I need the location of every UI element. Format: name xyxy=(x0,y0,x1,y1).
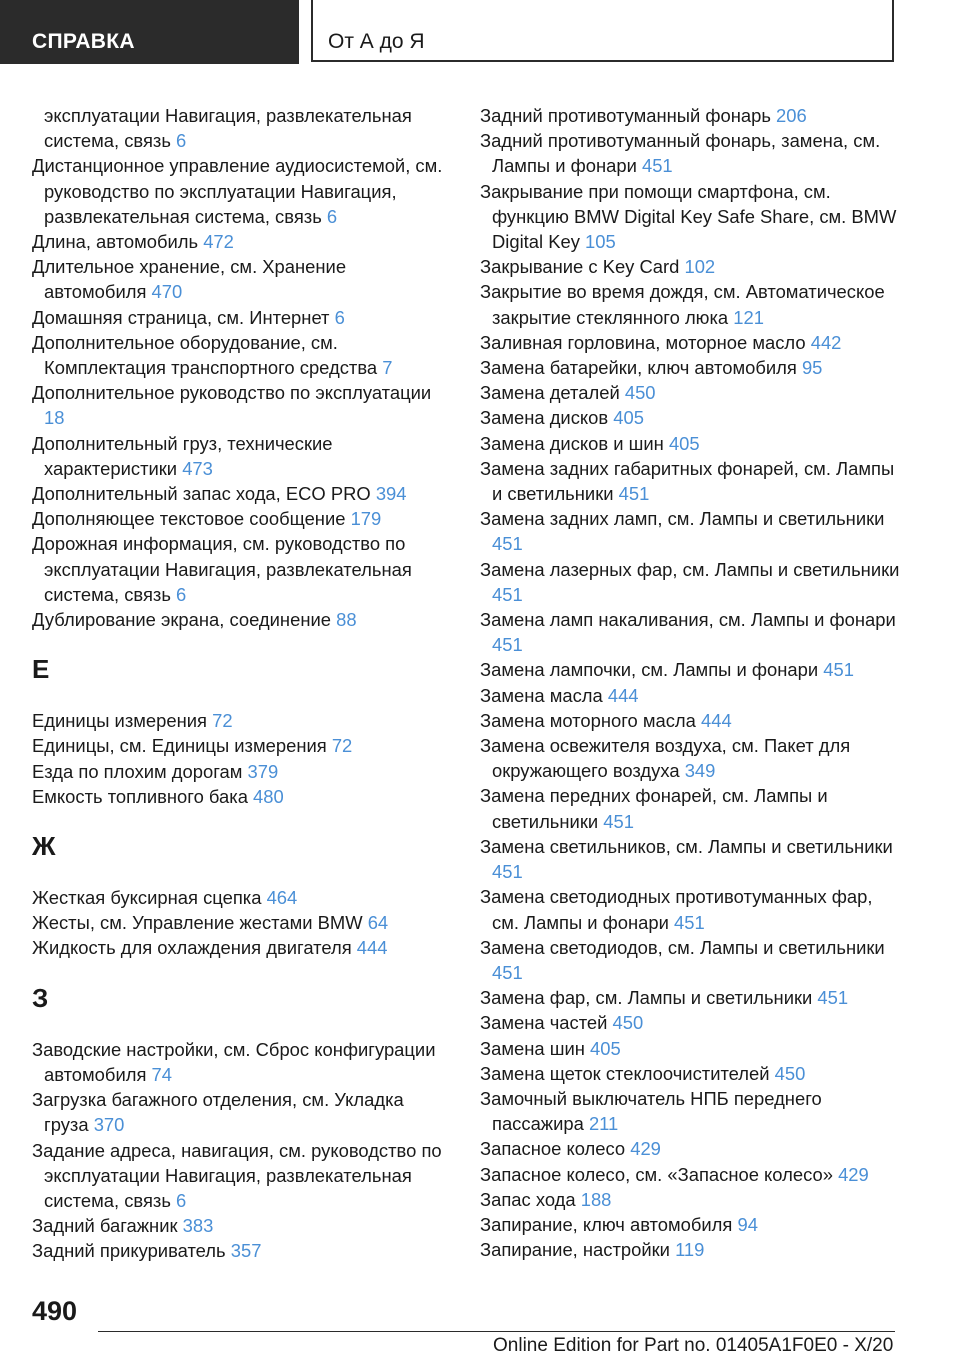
index-entry xyxy=(480,708,900,733)
page-reference-link[interactable]: 72 xyxy=(331,735,353,757)
index-entry xyxy=(32,759,452,784)
index-entry-text: Замена светодиодов, см. Лампы и светильники xyxy=(480,936,885,958)
page-reference-link[interactable]: 451 xyxy=(492,634,523,656)
page-reference-link[interactable]: 473 xyxy=(182,457,213,479)
page-reference-link[interactable]: 102 xyxy=(684,256,716,278)
page-reference-link[interactable]: 464 xyxy=(266,887,298,909)
index-entry-text: Замена задних ламп, см. Лампы и светильники xyxy=(480,508,885,530)
index-entry xyxy=(32,229,452,254)
index-entry-text: Замена моторного масла xyxy=(480,709,702,731)
page-reference-link[interactable]: 206 xyxy=(776,105,807,126)
index-entry xyxy=(480,1086,900,1136)
page-reference-link[interactable]: 405 xyxy=(590,1037,621,1059)
index-entry xyxy=(32,431,452,481)
index-entry-text: Запас хода xyxy=(480,1188,581,1210)
index-entry-text: Замена светильников, см. Лампы и светильники xyxy=(480,835,893,857)
index-entry-text: Закрывание при помощи смартфона, см. функцию BMW Digital Key Safe Share, см. BMW Digital Key xyxy=(480,180,897,253)
page-reference-link[interactable]: 357 xyxy=(230,1240,262,1262)
page-reference-link[interactable]: 444 xyxy=(607,684,639,706)
index-entry-text: Замена светодиодных противотуманных фар, см. Лампы и фонари xyxy=(480,886,873,933)
index-entry-text: Задний противотуманный фонарь xyxy=(480,105,777,126)
index-entry xyxy=(32,481,452,506)
index-entry xyxy=(480,1136,900,1161)
index-entry xyxy=(480,1010,900,1035)
index-entry-text: Замена фар, см. Лампы и светильники xyxy=(480,987,818,1009)
index-entry xyxy=(480,1036,900,1061)
index-entry-text: Замена дисков xyxy=(480,407,614,429)
page-reference-link[interactable]: 405 xyxy=(668,432,700,454)
index-entry xyxy=(32,506,452,531)
index-entry xyxy=(480,657,900,682)
page-reference-link[interactable]: 74 xyxy=(151,1063,172,1085)
page-reference-link[interactable]: 451 xyxy=(492,861,523,883)
index-entry-text: Езда по плохим дорогам xyxy=(32,760,248,782)
index-entry-text: Длительное хранение, см. Хранение автомобиля xyxy=(32,256,347,303)
page-reference-link[interactable]: 451 xyxy=(641,155,673,177)
index-entry xyxy=(32,935,452,960)
page-reference-link[interactable]: 6 xyxy=(176,1189,187,1211)
index-entry-text: Домашняя страница, см. Интернет xyxy=(32,306,335,328)
index-column-right xyxy=(480,103,900,1262)
index-entry-text: Дополнительное оборудование, см. Комплектация транспортного средства xyxy=(32,331,383,379)
index-entry-text: Задний прикуриватель xyxy=(32,1240,231,1262)
index-entry xyxy=(32,1087,452,1137)
index-entry xyxy=(32,531,452,607)
index-entry-text: Запирание, ключ автомобиля xyxy=(480,1213,738,1235)
index-entry-text: Дублирование экрана, соединение xyxy=(32,609,337,631)
page-reference-link[interactable]: 429 xyxy=(838,1163,869,1185)
index-entry xyxy=(480,985,900,1010)
index-entry xyxy=(32,380,452,430)
index-entry xyxy=(32,153,452,229)
index-entry xyxy=(480,330,900,355)
page-reference-link[interactable]: 450 xyxy=(624,382,656,404)
index-entry-text: Замочный выключатель НПБ переднего пассажира xyxy=(480,1087,822,1135)
page-reference-link[interactable]: 451 xyxy=(618,483,650,505)
page-reference-link[interactable]: 88 xyxy=(336,609,357,631)
page-reference-link[interactable]: 451 xyxy=(817,987,849,1009)
index-entry-text: Задний багажник xyxy=(32,1215,183,1237)
index-entry xyxy=(480,506,900,556)
page-reference-link[interactable]: 451 xyxy=(603,810,634,832)
index-entry-text: Замена передних фонарей, см. Лампы и светильники xyxy=(480,785,828,832)
page-reference-link[interactable]: 472 xyxy=(203,231,234,253)
index-entry-text: эксплуатации Навигация, развлекательная система, связь xyxy=(44,105,412,152)
index-entry-text: Замена деталей xyxy=(480,382,625,404)
index-entry xyxy=(32,1238,452,1263)
page-reference-link[interactable]: 6 xyxy=(176,583,187,605)
index-section-letter: Ж xyxy=(32,831,56,862)
page-reference-link[interactable]: 72 xyxy=(212,710,233,732)
index-entry-text: Единицы измерения xyxy=(32,710,213,732)
page-reference-link[interactable]: 211 xyxy=(588,1113,619,1135)
index-entry-text: Дополнительное руководство по эксплуатации xyxy=(32,382,432,404)
index-entry xyxy=(480,380,900,405)
index-entry xyxy=(480,1237,900,1262)
index-entry-text: Замена лазерных фар, см. Лампы и светильники xyxy=(480,558,900,580)
index-entry-text: Замена батарейки, ключ автомобиля xyxy=(480,357,802,379)
page-reference-link[interactable]: 95 xyxy=(801,357,823,379)
page-reference-link[interactable]: 451 xyxy=(674,911,705,933)
page-reference-link[interactable]: 18 xyxy=(44,407,65,429)
footer-edition: Online Edition for Part no. 01405A1F0E0 - X/20 xyxy=(493,1335,894,1356)
index-entry-text: Загрузка багажного отделения, см. Укладка груза xyxy=(32,1089,404,1136)
chapter-header xyxy=(311,0,894,62)
page-reference-link[interactable]: 121 xyxy=(733,306,764,328)
page-reference-link[interactable]: 394 xyxy=(375,483,407,505)
index-entry-text: Жидкость для охлаждения двигателя xyxy=(32,937,357,959)
section-header-tab xyxy=(0,0,299,64)
page-reference-link[interactable]: 451 xyxy=(492,583,523,605)
index-entry-text: Замена лампочки, см. Лампы и фонари xyxy=(480,659,824,681)
index-column-left xyxy=(32,103,452,1264)
index-entry xyxy=(32,910,452,935)
index-entry-text: Жесткая буксирная сцепка xyxy=(32,887,267,909)
index-entry xyxy=(480,683,900,708)
index-entry xyxy=(480,254,900,279)
page-reference-link[interactable]: 105 xyxy=(585,231,616,253)
index-entry xyxy=(480,557,900,607)
index-entry xyxy=(480,783,900,833)
index-entry xyxy=(480,1187,900,1212)
index-entry xyxy=(480,179,900,255)
index-entry xyxy=(32,885,452,910)
index-entry-text: Емкость топливного бака xyxy=(32,785,254,807)
page-reference-link[interactable]: 188 xyxy=(580,1188,612,1210)
index-entry-text: Задание адреса, навигация, см. руководство по эксплуатации Навигация, развлекательная система, связь xyxy=(32,1139,442,1211)
index-entry xyxy=(32,103,452,153)
chapter-title: От А до Я xyxy=(328,30,425,53)
index-entry-text: Замена дисков и шин xyxy=(480,432,669,454)
page-number: 490 xyxy=(32,1296,78,1326)
index-entry-text: Длина, автомобиль xyxy=(32,231,204,253)
index-entry xyxy=(32,254,452,304)
index-entry xyxy=(32,784,452,809)
index-entry xyxy=(480,456,900,506)
index-entry xyxy=(480,1212,900,1237)
index-entry-text: Замена частей xyxy=(480,1012,613,1034)
index-entry-text: Замена освежителя воздуха, см. Пакет для окружающего воздуха xyxy=(480,735,851,782)
page-reference-link[interactable]: 444 xyxy=(701,709,732,731)
index-entry-text: Задний противотуманный фонарь, замена, см. Лампы и фонари xyxy=(480,130,881,177)
index-entry xyxy=(480,355,900,380)
index-entry-text: Замена щеток стеклоочистителей xyxy=(480,1062,775,1084)
index-entry-text: Дополняющее текстовое сообщение xyxy=(32,508,351,530)
page-reference-link[interactable]: 370 xyxy=(93,1114,125,1136)
index-entry xyxy=(480,884,900,934)
index-entry-text: Запирание, настройки xyxy=(480,1239,676,1261)
page-reference-link[interactable]: 470 xyxy=(151,281,183,303)
index-entry-text: Дополнительный груз, технические характеристики xyxy=(32,432,333,479)
page-reference-link[interactable]: 119 xyxy=(675,1239,705,1261)
page-reference-link[interactable]: 6 xyxy=(334,306,345,328)
page-reference-link[interactable]: 450 xyxy=(774,1062,806,1084)
index-entry xyxy=(480,431,900,456)
index-entry-text: Дорожная информация, см. руководство по эксплуатации Навигация, развлекательная система, связь xyxy=(32,533,412,605)
index-entry xyxy=(480,128,900,178)
index-entry xyxy=(32,607,452,632)
page-reference-link[interactable]: 429 xyxy=(630,1138,661,1160)
page-reference-link[interactable]: 444 xyxy=(356,937,388,959)
index-entry-text: Закрывание с Key Card xyxy=(480,256,685,278)
page-reference-link[interactable]: 64 xyxy=(367,912,389,934)
page-reference-link[interactable]: 450 xyxy=(612,1012,644,1034)
index-entry xyxy=(480,279,900,329)
index-entry xyxy=(32,330,452,380)
index-entry xyxy=(32,1213,452,1238)
index-entry-text: Единицы, см. Единицы измерения xyxy=(32,735,332,757)
index-entry xyxy=(480,1162,900,1187)
index-entry xyxy=(480,103,900,128)
page-reference-link[interactable]: 179 xyxy=(350,508,382,530)
index-entry xyxy=(480,733,900,783)
index-entry-text: Заливная горловина, моторное масло xyxy=(480,331,811,353)
index-entry-text: Закрытие во время дождя, см. Автоматическое закрытие стеклянного люка xyxy=(480,281,885,328)
index-entry-text: Замена масла xyxy=(480,684,608,706)
page-reference-link[interactable]: 349 xyxy=(684,760,716,782)
footer-divider xyxy=(98,1331,895,1332)
page-reference-link[interactable]: 405 xyxy=(613,407,644,429)
page-reference-link[interactable]: 451 xyxy=(823,659,854,681)
page-reference-link[interactable]: 6 xyxy=(326,205,338,227)
index-entry-text: Заводские настройки, см. Сброс конфигурации автомобиля xyxy=(32,1038,436,1085)
index-section-letter: З xyxy=(32,982,49,1013)
index-entry xyxy=(480,935,900,985)
page-reference-link[interactable]: 6 xyxy=(176,130,187,152)
index-entry xyxy=(480,405,900,430)
index-entry-text: Запасное колесо xyxy=(480,1138,631,1160)
page-reference-link[interactable]: 94 xyxy=(737,1213,758,1235)
index-entry xyxy=(32,1037,452,1087)
index-entry xyxy=(32,1138,452,1214)
page-reference-link[interactable]: 383 xyxy=(182,1215,214,1237)
index-entry xyxy=(32,305,452,330)
index-entry-text: Дополнительный запас хода, ECO PRO xyxy=(32,483,376,505)
page-reference-link[interactable]: 451 xyxy=(492,533,523,555)
index-entry xyxy=(480,1061,900,1086)
index-entry-text: Жесты, см. Управление жестами BMW xyxy=(32,912,368,934)
page-reference-link[interactable]: 480 xyxy=(253,785,284,807)
page-reference-link[interactable]: 379 xyxy=(247,760,279,782)
section-title: СПРАВКА xyxy=(32,30,135,53)
index-entry-text: Запасное колесо, см. «Запасное колесо» xyxy=(480,1163,839,1185)
index-entry-text: Замена ламп накаливания, см. Лампы и фонари xyxy=(480,609,896,631)
index-entry xyxy=(32,733,452,758)
index-entry-text: Замена задних габаритных фонарей, см. Лампы и светильники xyxy=(480,457,895,505)
index-section-letter: Е xyxy=(32,654,50,685)
page-reference-link[interactable]: 7 xyxy=(382,357,393,379)
page-reference-link[interactable]: 451 xyxy=(492,961,523,983)
index-entry xyxy=(32,708,452,733)
index-entry xyxy=(480,607,900,657)
index-entry-text: Замена шин xyxy=(480,1037,590,1059)
index-entry xyxy=(480,834,900,884)
page-reference-link[interactable]: 442 xyxy=(810,331,842,353)
index-entry-text: Дистанционное управление аудиосистемой, см. руководство по эксплуатации Навигация, развлекательная система, связь xyxy=(32,155,443,227)
